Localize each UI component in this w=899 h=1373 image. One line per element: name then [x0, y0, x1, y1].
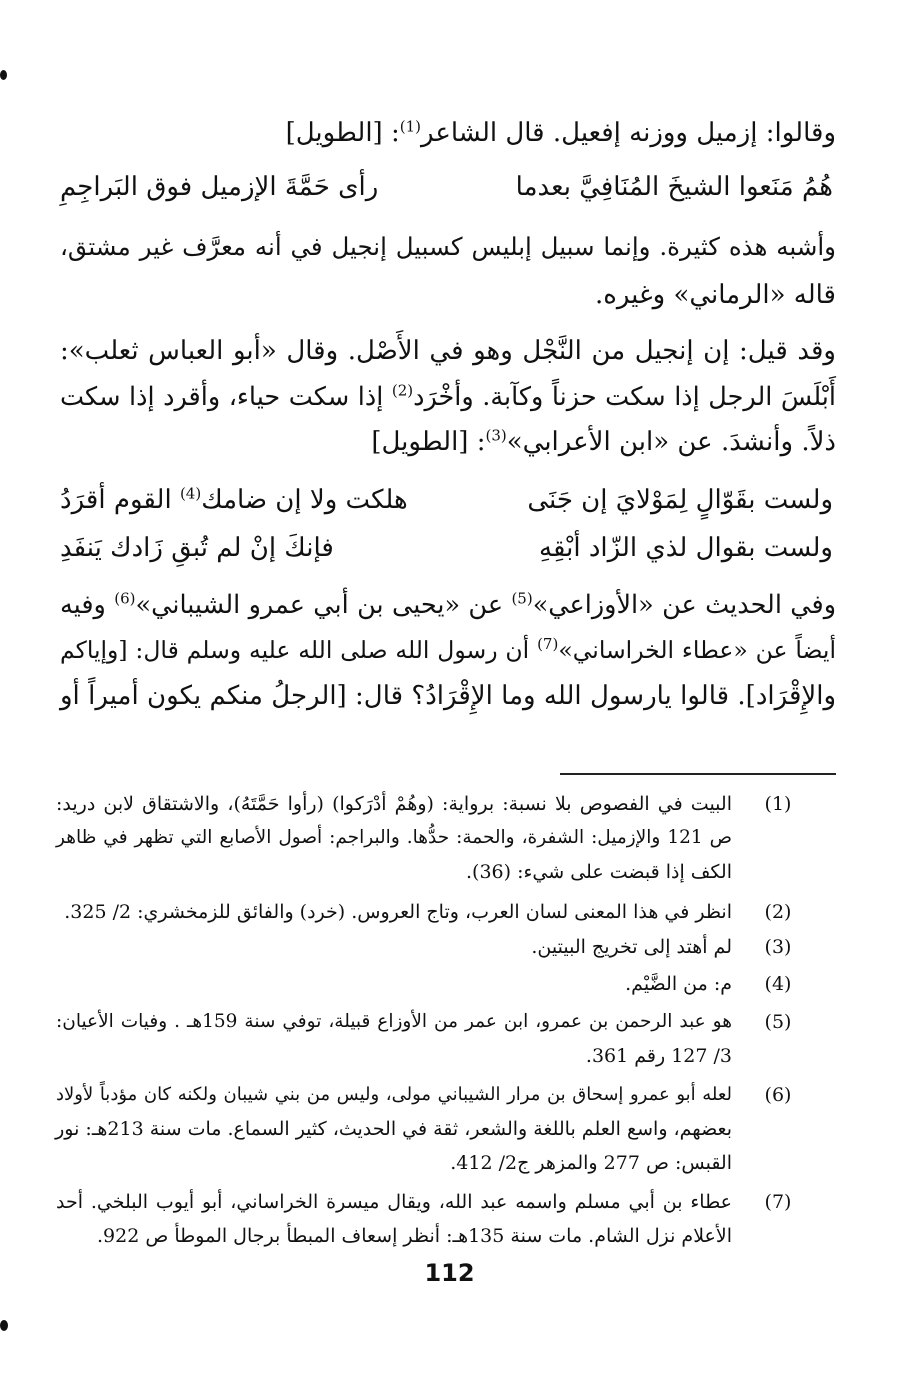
footnote-4-line-1: م: من الضَّيْم.: [625, 973, 732, 995]
footnote-ref: (7): [537, 635, 559, 654]
verse-3-first-hemistich: [539, 531, 833, 565]
body-line-6: [60, 380, 836, 414]
footnote-1-line-3: الكف إذا قبضت على شيء: (36).: [465, 861, 732, 883]
meter-label: : [الطويل]: [285, 118, 400, 148]
footnote-number: (3): [764, 936, 792, 958]
body-text: وفي الحديث عن «الأوزاعي»: [532, 590, 837, 620]
footnote-ref: (4): [179, 484, 202, 503]
body-line-12: [60, 679, 836, 713]
scan-mark-top: [0, 70, 7, 80]
verse-3-second-hemistich: [60, 531, 334, 565]
footnote-1-line-2: ص 121 والإزميل: الشفرة، والحمة: حدُّها. والبراجم: أصول الأصابع التي تظهر في ظاهر: [56, 827, 732, 848]
body-text: أن رسول الله صلى الله عليه وسلم قال: [وإياكم: [60, 636, 530, 664]
verse-2-second-hemistich: [60, 483, 408, 517]
footnote-2-line-1: انظر في هذا المعنى لسان العرب، وتاج العروس. (خرد) والفائق للزمخشري: 2/ 325.: [64, 901, 732, 923]
body-text: وفيه: [60, 590, 106, 620]
body-line-4: [60, 278, 836, 312]
footnote-1-line-1: البيت في الفصوص بلا نسبة: برواية: (وهُمْ أدْرَكوا) (رأوا حَمَّتَهُ)، والاشتقاق لابن دريد:: [56, 793, 732, 815]
body-line-11: [60, 633, 836, 667]
verse-1-second-hemistich: [60, 170, 378, 204]
footnote-6-line-2: بعضهم، واسع العلم باللغة والشعر، ثقة في الحديث، كثير السماع. مات سنة 213هـ: نور: [55, 1118, 732, 1140]
footnote-number: (5): [764, 1011, 792, 1033]
footnote-5-line-1: هو عبد الرحمن بن عمرو، ابن عمر من الأوزاع قبيلة، توفي سنة 159هـ . وفيات الأعيان:: [56, 1011, 732, 1032]
footnote-number: (2): [764, 901, 792, 923]
body-text: ذلاً. وأنشدَ. عن «ابن الأعرابي»: [506, 427, 836, 457]
body-text: وقالوا: إزميل ووزنه إفعيل. قال الشاعر: [420, 118, 836, 148]
footnote-number: (4): [764, 973, 792, 995]
body-line-1: [60, 116, 836, 150]
body-text: أَبْلَسَ الرجل إذا سكت حزناً وكآبة. وأخْرَد: [413, 382, 836, 412]
footnote-ref: (6): [114, 589, 136, 608]
verse-text: فإنكَ إنْ لم تُبقِ زَادك يَنفَدِ: [60, 533, 334, 563]
scan-mark-bottom: [0, 1320, 8, 1331]
body-line-7: [60, 425, 836, 459]
footnote-6-line-1: لعله أبو عمرو إسحاق بن مرار الشيباني مولى، وليس من بني شيبان ولكنه كان مؤدباً لأولاد: [56, 1084, 732, 1105]
body-text: أيضاً عن «عطاء الخراساني»: [558, 636, 836, 664]
footnote-7-line-1: عطاء بن أبي مسلم واسمه عبد الله، ويقال ميسرة الخراساني، أبو أيوب البلخي. أحد: [56, 1191, 732, 1213]
footnote-ref: (5): [511, 589, 533, 608]
body-text: إذا سكت حياء، وأقرد إذا سكت: [60, 382, 384, 412]
footnote-number: (1): [764, 793, 792, 815]
meter-label: : [الطويل]: [371, 427, 486, 457]
verse-text: هُمُ مَنَعوا الشيخَ المُنَافِيَّ بعدما: [515, 172, 833, 202]
verse-text: ولست بقوال لذي الزّاد أبْقِهِ: [539, 533, 833, 563]
body-text: وقد قيل: إن إنجيل من النَّجْل وهو في الأَصْل. وقال «أبو العباس ثعلب»:: [60, 336, 836, 366]
footnote-ref: (1): [399, 117, 421, 136]
verse-text: القوم أقرَدُ: [60, 485, 172, 515]
footnote-6-line-3: القبس: ص 277 والمزهر ج2/ 412.: [450, 1152, 732, 1174]
verse-1-first-hemistich: [516, 170, 833, 204]
body-text: قاله «الرماني» وغيره.: [594, 280, 836, 310]
footnote-7-line-2: الأعلام نزل الشام. مات سنة 135هـ: أنظر إسعاف المبطأ برجال الموطأ ص 922.: [97, 1225, 732, 1247]
footnote-3-line-1: لم أهتد إلى تخريج البيتين.: [531, 936, 732, 958]
footnote-ref: (2): [391, 381, 414, 400]
footnote-number: (7): [764, 1191, 792, 1213]
body-line-3: [60, 230, 836, 264]
footnote-5-line-2: 3/ 127 رقم 361.: [585, 1045, 732, 1067]
verse-text: هلكت ولا إن ضامك: [201, 485, 408, 515]
body-line-10: [60, 588, 836, 622]
body-text: والإِقْرَاد]. قالوا يارسول الله وما الإِقْرَادُ؟ قال: [الرجلُ منكم يكون أميراً أو: [60, 681, 836, 711]
body-text: وأشبه هذه كثيرة. وإنما سبيل إبليس كسبيل إنجيل في أنه معرَّف غير مشتق،: [60, 232, 836, 261]
footnote-ref: (3): [485, 426, 507, 445]
body-line-5: [60, 334, 836, 368]
verse-text: رأى حَمَّةَ الإزميل فوق البَراجِمِ: [60, 172, 379, 202]
body-text: عن «يحيى بن أبي عمرو الشيباني»: [135, 590, 504, 620]
footnote-number: (6): [764, 1084, 792, 1106]
verse-text: ولست بقَوّالٍ لِمَوْلايَ إن جَنَى: [527, 485, 833, 515]
verse-2-first-hemistich: [527, 483, 833, 517]
page-number: 112: [424, 1259, 475, 1287]
footnote-separator: [560, 773, 836, 775]
